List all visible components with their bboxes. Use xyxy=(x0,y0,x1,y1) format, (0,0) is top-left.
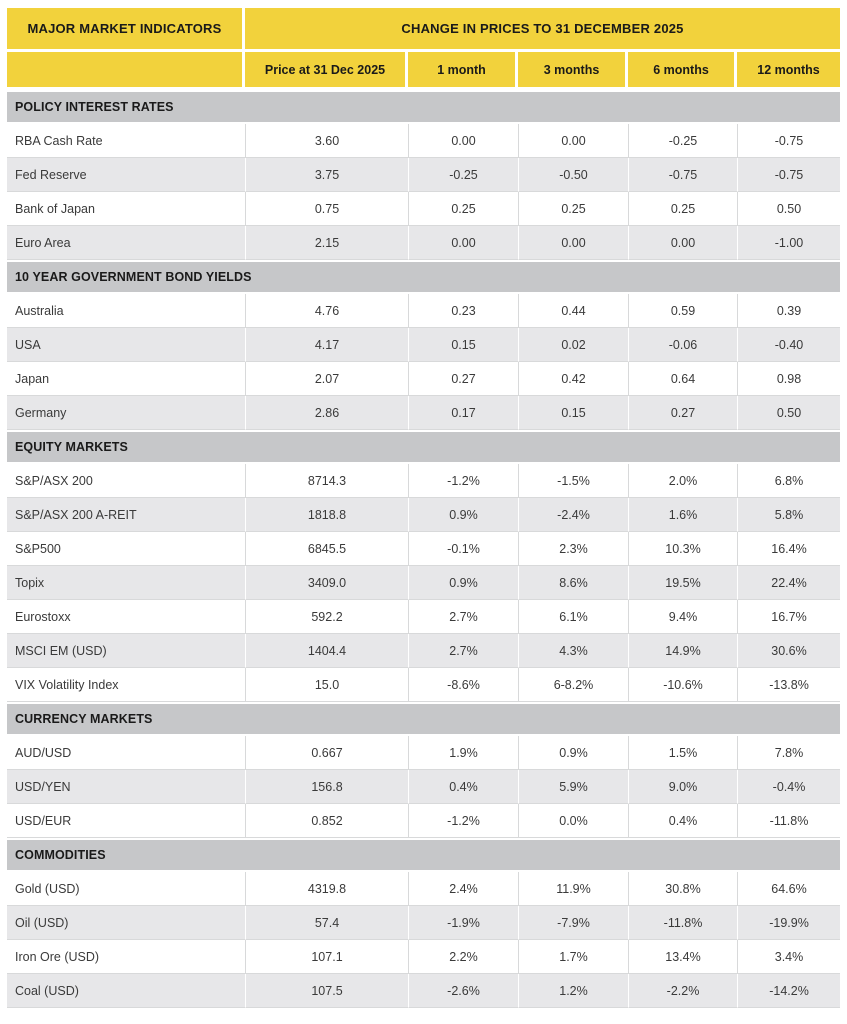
table-row xyxy=(7,158,840,192)
value-cell: 0.59 xyxy=(628,294,737,328)
value-cell: -0.25 xyxy=(628,124,737,158)
table-row xyxy=(7,532,840,566)
value-cell: -0.06 xyxy=(628,328,737,362)
value-cell: 3409.0 xyxy=(245,566,408,600)
value-cell: 0.15 xyxy=(518,396,628,430)
value-cell: 0.27 xyxy=(408,362,518,396)
table-row xyxy=(7,804,840,838)
table-row xyxy=(7,668,840,702)
value-cell: 1.5% xyxy=(628,736,737,770)
value-cell: 11.9% xyxy=(518,872,628,906)
value-cell: 0.15 xyxy=(408,328,518,362)
section-header: COMMODITIES xyxy=(7,838,840,872)
table-row xyxy=(7,872,840,906)
table-row xyxy=(7,600,840,634)
column-header: 1 month xyxy=(408,52,518,90)
row-label: Fed Reserve xyxy=(7,158,245,192)
market-indicators-table xyxy=(7,8,840,1008)
value-cell: 4.76 xyxy=(245,294,408,328)
value-cell: 0.00 xyxy=(408,124,518,158)
value-cell: 0.25 xyxy=(518,192,628,226)
value-cell: 7.8% xyxy=(737,736,840,770)
table-title: MAJOR MARKET INDICATORS xyxy=(7,8,245,52)
section-header: EQUITY MARKETS xyxy=(7,430,840,464)
value-cell: -11.8% xyxy=(628,906,737,940)
value-cell: -19.9% xyxy=(737,906,840,940)
table-row xyxy=(7,192,840,226)
value-cell: 16.4% xyxy=(737,532,840,566)
value-cell: 2.2% xyxy=(408,940,518,974)
value-cell: 6845.5 xyxy=(245,532,408,566)
value-cell: 2.0% xyxy=(628,464,737,498)
value-cell: 8.6% xyxy=(518,566,628,600)
value-cell: 14.9% xyxy=(628,634,737,668)
value-cell: -0.75 xyxy=(628,158,737,192)
table-row xyxy=(7,974,840,1008)
value-cell: -0.75 xyxy=(737,124,840,158)
row-label: USA xyxy=(7,328,245,362)
row-label: Gold (USD) xyxy=(7,872,245,906)
value-cell: 2.4% xyxy=(408,872,518,906)
value-cell: 2.7% xyxy=(408,634,518,668)
section-row xyxy=(7,430,840,464)
row-label: S&P500 xyxy=(7,532,245,566)
value-cell: 0.23 xyxy=(408,294,518,328)
value-cell: 19.5% xyxy=(628,566,737,600)
value-cell: 0.44 xyxy=(518,294,628,328)
column-header: Price at 31 Dec 2025 xyxy=(245,52,408,90)
row-label: Australia xyxy=(7,294,245,328)
value-cell: 0.02 xyxy=(518,328,628,362)
value-cell: 3.4% xyxy=(737,940,840,974)
value-cell: 10.3% xyxy=(628,532,737,566)
table-row xyxy=(7,396,840,430)
value-cell: 2.07 xyxy=(245,362,408,396)
table-row xyxy=(7,498,840,532)
row-label: USD/YEN xyxy=(7,770,245,804)
table-row xyxy=(7,566,840,600)
value-cell: 30.8% xyxy=(628,872,737,906)
value-cell: 0.25 xyxy=(408,192,518,226)
value-cell: -8.6% xyxy=(408,668,518,702)
column-header: 6 months xyxy=(628,52,737,90)
value-cell: 0.75 xyxy=(245,192,408,226)
value-cell: 0.39 xyxy=(737,294,840,328)
row-label: AUD/USD xyxy=(7,736,245,770)
value-cell: 0.00 xyxy=(518,226,628,260)
value-cell: 0.9% xyxy=(408,566,518,600)
value-cell: -1.5% xyxy=(518,464,628,498)
value-cell: 0.9% xyxy=(518,736,628,770)
value-cell: 1.7% xyxy=(518,940,628,974)
row-label: USD/EUR xyxy=(7,804,245,838)
value-cell: 4319.8 xyxy=(245,872,408,906)
value-cell: 30.6% xyxy=(737,634,840,668)
value-cell: 22.4% xyxy=(737,566,840,600)
table-row xyxy=(7,362,840,396)
value-cell: 0.00 xyxy=(628,226,737,260)
value-cell: 107.1 xyxy=(245,940,408,974)
value-cell: -0.40 xyxy=(737,328,840,362)
row-label: MSCI EM (USD) xyxy=(7,634,245,668)
value-cell: -1.2% xyxy=(408,464,518,498)
value-cell: 0.852 xyxy=(245,804,408,838)
table-row xyxy=(7,226,840,260)
row-label: S&P/ASX 200 xyxy=(7,464,245,498)
value-cell: -0.4% xyxy=(737,770,840,804)
value-cell: -2.2% xyxy=(628,974,737,1008)
value-cell: 0.4% xyxy=(628,804,737,838)
section-row xyxy=(7,260,840,294)
value-cell: 0.00 xyxy=(408,226,518,260)
value-cell: 1.2% xyxy=(518,974,628,1008)
change-in-prices-header: CHANGE IN PRICES TO 31 DECEMBER 2025 xyxy=(245,8,840,52)
table-row xyxy=(7,940,840,974)
section-header: CURRENCY MARKETS xyxy=(7,702,840,736)
table-row xyxy=(7,294,840,328)
value-cell: 0.50 xyxy=(737,192,840,226)
value-cell: -14.2% xyxy=(737,974,840,1008)
value-cell: 9.0% xyxy=(628,770,737,804)
row-label: Eurostoxx xyxy=(7,600,245,634)
value-cell: 0.667 xyxy=(245,736,408,770)
row-label: Coal (USD) xyxy=(7,974,245,1008)
value-cell: 0.9% xyxy=(408,498,518,532)
value-cell: 4.17 xyxy=(245,328,408,362)
row-label: Euro Area xyxy=(7,226,245,260)
table-row xyxy=(7,634,840,668)
value-cell: -11.8% xyxy=(737,804,840,838)
value-cell: 2.15 xyxy=(245,226,408,260)
table-row xyxy=(7,736,840,770)
value-cell: -0.75 xyxy=(737,158,840,192)
value-cell: -2.6% xyxy=(408,974,518,1008)
value-cell: 57.4 xyxy=(245,906,408,940)
value-cell: -1.9% xyxy=(408,906,518,940)
row-label: Oil (USD) xyxy=(7,906,245,940)
section-row xyxy=(7,90,840,124)
value-cell: -2.4% xyxy=(518,498,628,532)
value-cell: 1818.8 xyxy=(245,498,408,532)
value-cell: 0.25 xyxy=(628,192,737,226)
value-cell: 0.64 xyxy=(628,362,737,396)
section-header: 10 YEAR GOVERNMENT BOND YIELDS xyxy=(7,260,840,294)
value-cell: 0.17 xyxy=(408,396,518,430)
value-cell: 0.98 xyxy=(737,362,840,396)
value-cell: 0.4% xyxy=(408,770,518,804)
value-cell: 107.5 xyxy=(245,974,408,1008)
value-cell: 6.8% xyxy=(737,464,840,498)
table-row xyxy=(7,906,840,940)
value-cell: 1.6% xyxy=(628,498,737,532)
value-cell: -0.50 xyxy=(518,158,628,192)
value-cell: 0.42 xyxy=(518,362,628,396)
column-header: 12 months xyxy=(737,52,840,90)
value-cell: -0.25 xyxy=(408,158,518,192)
value-cell: -1.2% xyxy=(408,804,518,838)
value-cell: 2.86 xyxy=(245,396,408,430)
value-cell: 0.00 xyxy=(518,124,628,158)
table-row xyxy=(7,124,840,158)
value-cell: 0.50 xyxy=(737,396,840,430)
value-cell: -13.8% xyxy=(737,668,840,702)
value-cell: 16.7% xyxy=(737,600,840,634)
value-cell: 0.27 xyxy=(628,396,737,430)
header-row-columns xyxy=(7,52,840,90)
row-label: Iron Ore (USD) xyxy=(7,940,245,974)
value-cell: 0.0% xyxy=(518,804,628,838)
table-row xyxy=(7,464,840,498)
value-cell: 64.6% xyxy=(737,872,840,906)
value-cell: 15.0 xyxy=(245,668,408,702)
value-cell: 8714.3 xyxy=(245,464,408,498)
row-label: VIX Volatility Index xyxy=(7,668,245,702)
empty-header-cell xyxy=(7,52,245,90)
value-cell: 592.2 xyxy=(245,600,408,634)
value-cell: -0.1% xyxy=(408,532,518,566)
value-cell: 1.9% xyxy=(408,736,518,770)
value-cell: -10.6% xyxy=(628,668,737,702)
value-cell: 1404.4 xyxy=(245,634,408,668)
column-header: 3 months xyxy=(518,52,628,90)
row-label: Topix xyxy=(7,566,245,600)
row-label: Bank of Japan xyxy=(7,192,245,226)
value-cell: 3.60 xyxy=(245,124,408,158)
row-label: RBA Cash Rate xyxy=(7,124,245,158)
section-row xyxy=(7,702,840,736)
table-row xyxy=(7,770,840,804)
value-cell: 13.4% xyxy=(628,940,737,974)
row-label: Germany xyxy=(7,396,245,430)
value-cell: -1.00 xyxy=(737,226,840,260)
row-label: S&P/ASX 200 A-REIT xyxy=(7,498,245,532)
header-row-top xyxy=(7,8,840,52)
value-cell: 9.4% xyxy=(628,600,737,634)
value-cell: 3.75 xyxy=(245,158,408,192)
value-cell: 2.7% xyxy=(408,600,518,634)
table-row xyxy=(7,328,840,362)
value-cell: 2.3% xyxy=(518,532,628,566)
value-cell: 156.8 xyxy=(245,770,408,804)
value-cell: 5.9% xyxy=(518,770,628,804)
value-cell: 6-8.2% xyxy=(518,668,628,702)
row-label: Japan xyxy=(7,362,245,396)
value-cell: 4.3% xyxy=(518,634,628,668)
value-cell: 6.1% xyxy=(518,600,628,634)
section-row xyxy=(7,838,840,872)
section-header: POLICY INTEREST RATES xyxy=(7,90,840,124)
value-cell: 5.8% xyxy=(737,498,840,532)
value-cell: -7.9% xyxy=(518,906,628,940)
